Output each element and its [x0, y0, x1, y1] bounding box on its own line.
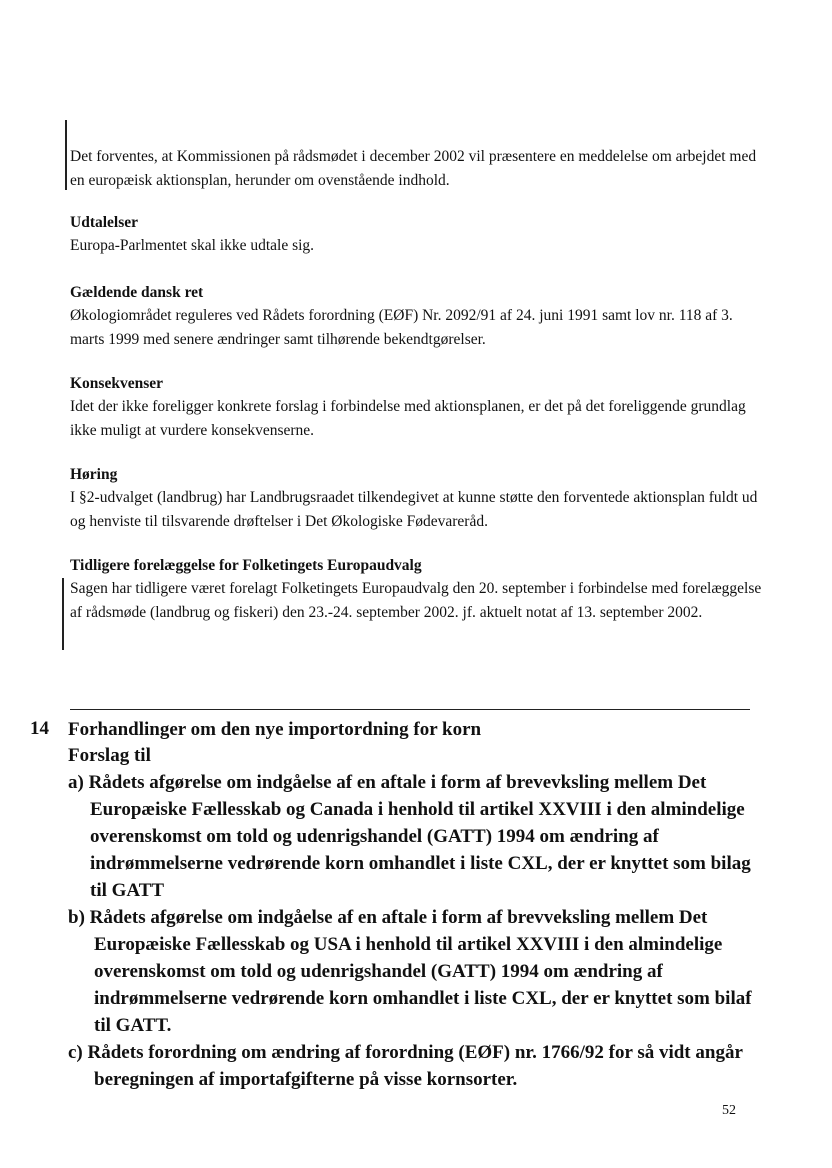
subitem-c: [68, 1039, 764, 1093]
item-subtitle: Forslag til: [68, 745, 151, 766]
intro-text: Det forventes, at Kommissionen på rådsmødet i december 2002 vil præsentere en meddelelse om arbejdet med en europæisk aktionsplan, herunder om ovenstående indhold.: [70, 148, 757, 189]
section-body: I §2-udvalget (landbrug) har Landbrugsraadet tilkendegivet at kunne støtte den forventede aktionsplan fuldt ud og henviste til tilsvarende drøftelser i Det Økologiske Fødevareråd.: [70, 489, 758, 530]
section-body: Europa-Parlmentet skal ikke udtale sig.: [70, 237, 315, 254]
section-konsekvenser: [70, 373, 770, 443]
subitem-label: b): [68, 907, 85, 928]
section-heading: Høring: [70, 466, 118, 483]
subitem-b: [68, 904, 764, 1039]
item-title: Forhandlinger om den nye importordning for korn: [68, 719, 482, 740]
subitem-text: Rådets afgørelse om indgåelse af en aftale i form af brevevksling mellem Det Europæiske Fællesskab og Canada i henhold til artikel XXVIII i den almindelige overenskomst om told og udenrigshandel (GATT) 1994 om ændring af indrømmelserne vedrørende korn omhandlet i liste CXL, der er knyttet som bilag til GATT: [88, 772, 751, 901]
page-number: 52: [722, 1103, 736, 1118]
section-body: Sagen har tidligere været forelagt Folketingets Europaudvalg den 20. september i forbindelse med forelæggelse af rådsmøde (landbrug og fiskeri) den 23.-24. september 2002. jf. aktuelt notat af 13. september 2002.: [70, 580, 762, 621]
section-heading: Gældende dansk ret: [70, 284, 204, 301]
item-number: 14: [30, 718, 49, 739]
subitem-text: Rådets forordning om ændring af forordning (EØF) nr. 1766/92 for så vidt angår beregningen af importafgifterne på visse kornsorter.: [87, 1042, 743, 1090]
section-tidligere-forelaeggelse: [70, 555, 770, 625]
section-heading: Konsekvenser: [70, 375, 163, 392]
section-body: Økologiområdet reguleres ved Rådets forordning (EØF) Nr. 2092/91 af 24. juni 1991 samt lov nr. 118 af 3. marts 1999 med senere ændringer samt tilhørende bekendtgørelser.: [70, 307, 733, 348]
section-body: Idet der ikke foreligger konkrete forslag i forbindelse med aktionsplanen, er det på det foreliggende grundlag ikke muligt at vurdere konsekvenserne.: [70, 398, 746, 439]
section-udtalelser: [70, 212, 770, 258]
revision-bar: [65, 120, 67, 190]
subitem-text: Rådets afgørelse om indgåelse af en aftale i form af brevveksling mellem Det Europæiske Fællesskab og USA i henhold til artikel XXVIII i den almindelige overenskomst om told og udenrigshandel (GATT) 1994 om ændring af indrømmelserne vedrørende korn omhandlet i liste CXL, der er knyttet som bilaf til GATT.: [89, 907, 752, 1036]
section-gaeldende-dansk-ret: [70, 282, 770, 352]
subitem-a: [68, 769, 755, 904]
section-heading: Tidligere forelæggelse for Folketingets Europaudvalg: [70, 557, 422, 574]
revision-bar: [62, 578, 64, 650]
section-heading: Udtalelser: [70, 214, 139, 231]
subitem-label: c): [68, 1042, 83, 1063]
intro-paragraph: [70, 145, 770, 193]
section-horing: [70, 464, 770, 534]
divider-line: [70, 709, 750, 710]
subitem-label: a): [68, 772, 84, 793]
